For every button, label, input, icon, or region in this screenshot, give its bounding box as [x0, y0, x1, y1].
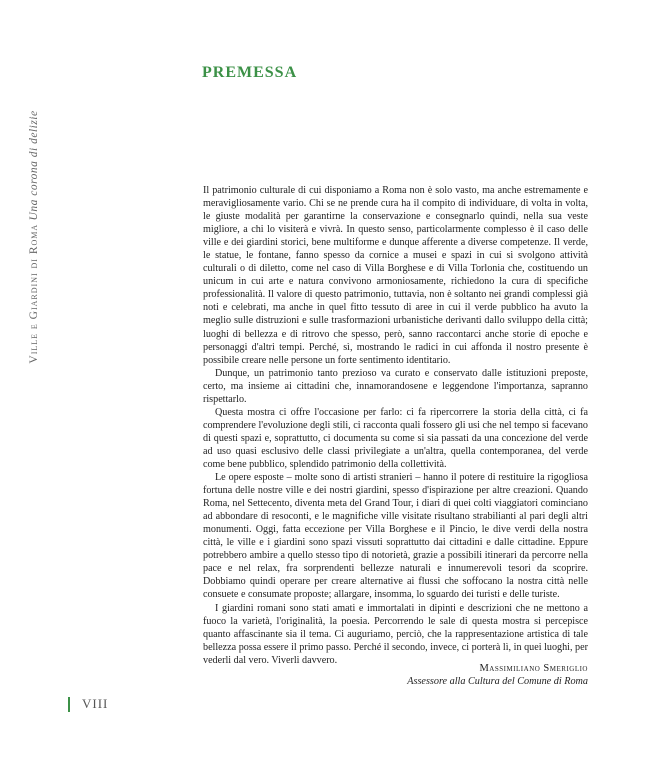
- running-header-title: Ville e Giardini di Roma: [28, 223, 40, 364]
- paragraph: Questa mostra ci offre l'occasione per farlo: ci fa ripercorrere la storia della città, ci fa comprendere l'evoluzione degli stili, ci racconta quali fossero gli usi che nel tempo si facevano di questi spazi e, soprattutto, ci documenta su come si sia passati da una concezione del verde ad uso quasi esclusivo delle classi privilegiate a un'altra, quella contemporanea, del verde come bene pubblico, splendido patrimonio della collettività.: [203, 406, 588, 470]
- paragraph: Le opere esposte – molte sono di artisti stranieri – hanno il potere di restituire la rigogliosa fortuna delle nostre ville e dei nostri giardini, spesso d'ispirazione per altre creazioni. Quando Roma, nel Settecento, diventa meta del Grand Tour, i diari di quei colti viaggiatori cominciano ad abbondare di resoconti, e le magnifiche ville visitate risultano strabilianti al pari degli altri monumenti. Oggi, fatta eccezione per Villa Borghese e il Pincio, le dive verdi della nostra città, le ville e i giardini sono spazi vissuti soprattutto dai cittadini e dalle cittadine. Eppure potrebbero ambire a quello stesso tipo di notorietà, grazie a possibili itinerari da percorre nella pace e nel relax, fra sorprendenti bellezze naturali e innumerevoli tesori da scoprire. Dobbiamo quindi operare per creare alternative ai flussi che soffocano la nostra città nelle consuete e consumate proposte; allargare, insomma, lo sguardo dei turisti e delle turiste.: [203, 472, 588, 601]
- running-header-subtitle: Una corona di delizie: [28, 109, 40, 220]
- signature-name: Massimiliano Smeriglio: [479, 663, 588, 674]
- folio-bar: [68, 697, 70, 712]
- page-title: PREMESSA: [202, 64, 298, 81]
- running-header: [22, 64, 46, 409]
- body-text: [203, 184, 588, 667]
- page-number: VIII: [82, 696, 109, 711]
- paragraph: I giardini romani sono stati amati e immortalati in dipinti e descrizioni che ne mettono a fuoco la varietà, l'originalità, la poesia. Percorrendo le sale di questa mostra si percepisce quanto affascinante sia il tema. Ci auguriamo, perciò, che la rappresentazione artistica di tale bellezza possa essere il primo passo. Perché il secondo, invece, ci porterà lì, in quei luoghi, per vederli dal vero. Viverli davvero.: [203, 602, 588, 666]
- signature: [407, 663, 588, 687]
- paragraph: Il patrimonio culturale di cui disponiamo a Roma non è solo vasto, ma anche estremamente e meravigliosamente vario. Chi se ne prende cura ha il compito di individuare, di volta in volta, le giuste modalità per garantirne la conservazione e consegnarlo quindi, nella sua veste migliore, a chi lo visiterà e vivrà. In questo senso, particolarmente complesso è il caso delle ville e dei giardini storici, bene multiforme e dunque afferente a diverse competenze. Il verde, le statue, le fontane, fanno spesso da cornice a musei e spazi in cui si svolgono attività culturali o di diletto, come nel caso di Villa Borghese e di Villa Torlonia che, costituendo un unicum in cui arte e natura convivono armoniosamente, richiedono la cura di specifiche professionalità. Il valore di questo patrimonio, tuttavia, non è soltanto nei grandi complessi già noti e celebrati, ma anche in quel fitto tessuto di aree in cui il verde pubblico ha avuto la meglio sulle distruzioni e sulle trasformazioni urbanistiche derivanti dallo sviluppo della città; luoghi di bellezza e di ritrovo che spesso, però, sanno raccontarci anche storie di epoche e personaggi d'altri tempi. Perché, sì, mostrando le radici in cui affonda il nostro presente è possibile creare nelle persone un forte sentimento identitario.: [203, 185, 588, 366]
- paragraph: Dunque, un patrimonio tanto prezioso va curato e conservato dalle istituzioni preposte, certo, ma insieme ai cittadini che, innamorandosene e leggendone l'importanza, sapranno rispettarlo.: [203, 367, 588, 405]
- signature-role: Assessore alla Cultura del Comune di Roma: [407, 676, 588, 687]
